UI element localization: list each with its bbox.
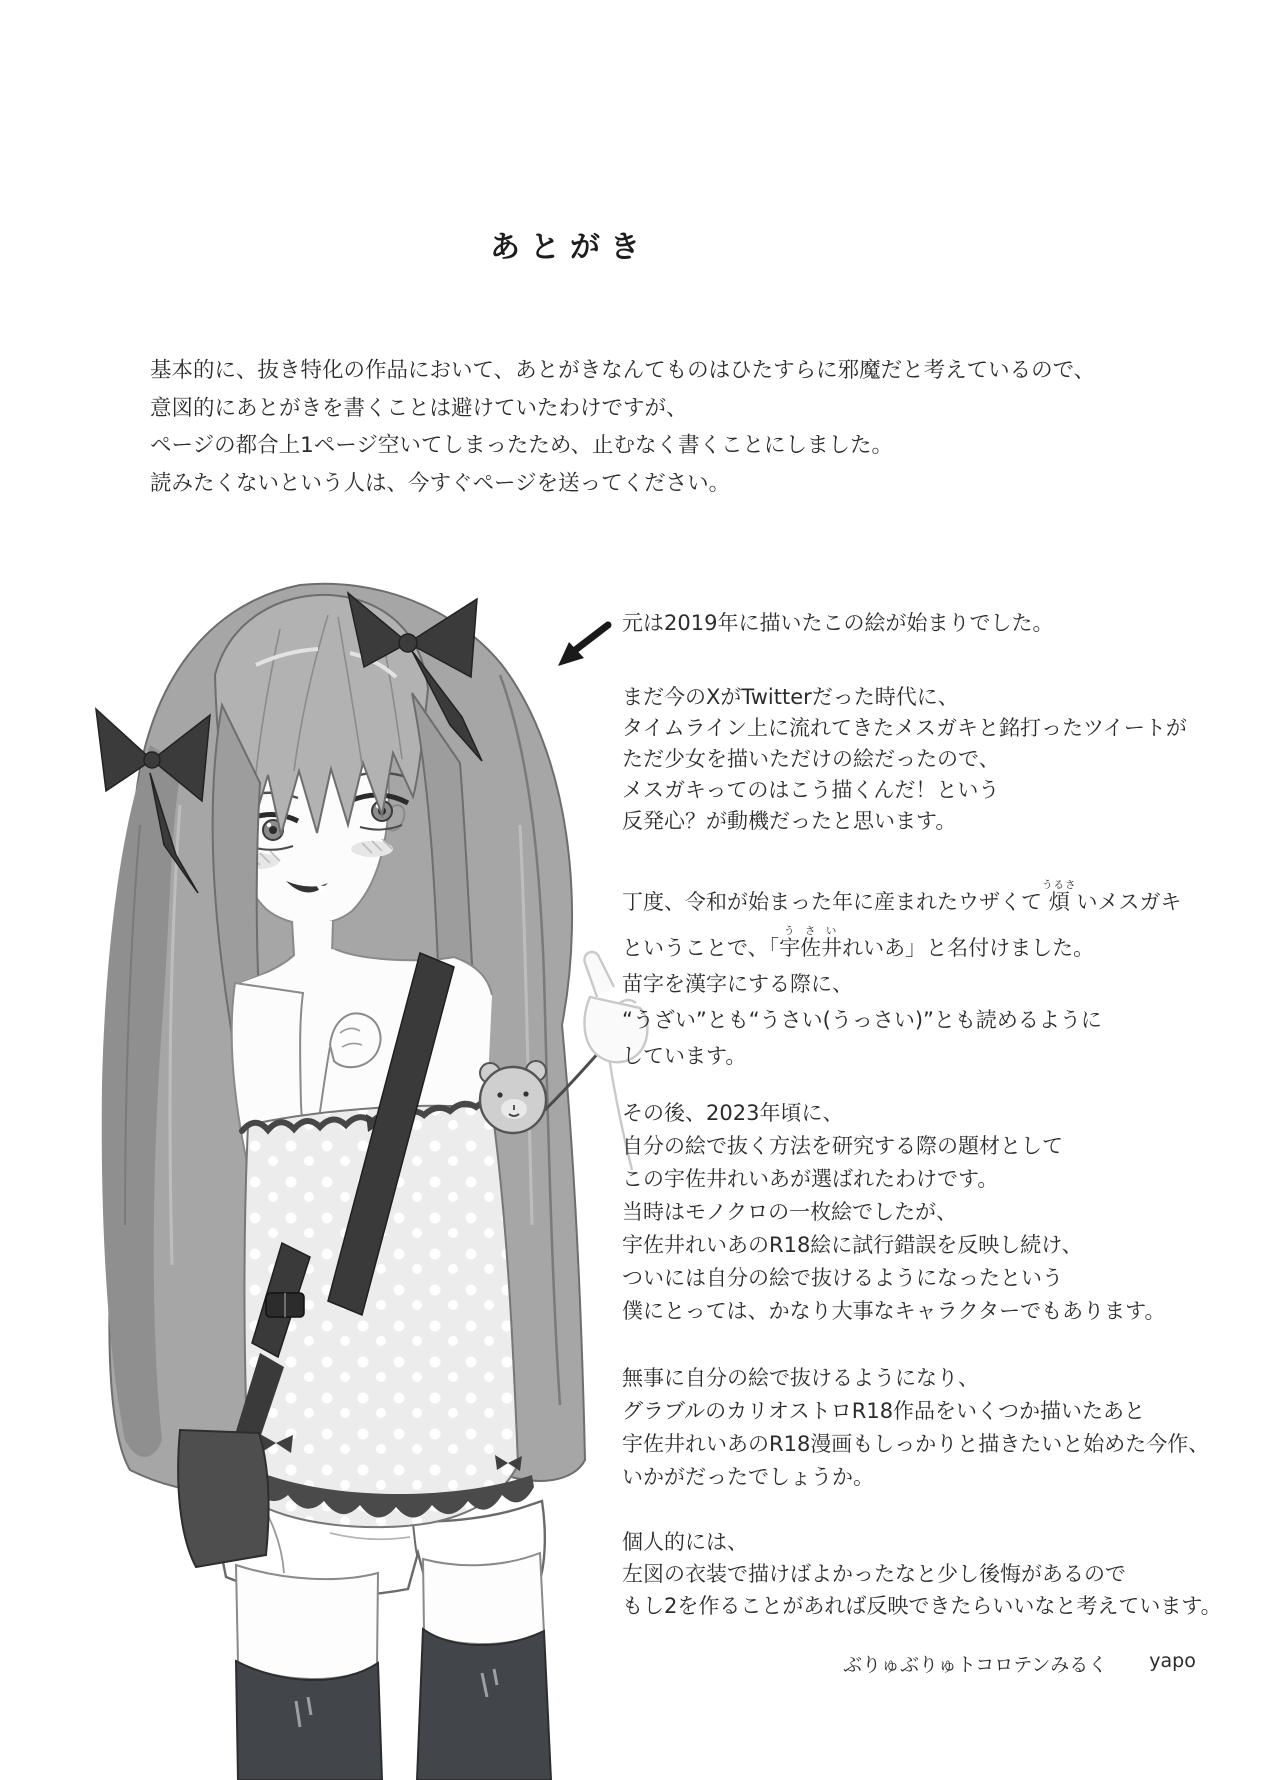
bear-charm bbox=[480, 1061, 546, 1133]
intro-line: ページの都合上1ページ空いてしまったため、止むなく書くことにしました。 bbox=[150, 433, 893, 458]
text-line: 個人的には、 bbox=[622, 1530, 748, 1554]
intro-paragraph bbox=[150, 352, 1095, 502]
text-line: 反発心？が動機だったと思います。 bbox=[622, 809, 957, 833]
text-line: 無事に自分の絵で抜けるようになり、 bbox=[622, 1366, 979, 1390]
origin-note bbox=[622, 608, 1053, 638]
intro-line: 基本的に、抜き特化の作品において、あとがきなんてものはひたすらに邪魔だと考えているので、 bbox=[150, 358, 1096, 383]
text-line: グラブルのカリオストロR18作品をいくつか描いたあと bbox=[622, 1399, 1146, 1423]
hip-bag bbox=[178, 1430, 268, 1567]
furigana: うるさ bbox=[1042, 879, 1077, 891]
artist-name: yapo bbox=[1149, 1650, 1196, 1672]
text-line: ただ少女を描いただけの絵だったので、 bbox=[622, 747, 1000, 771]
works-paragraph bbox=[622, 1362, 1209, 1494]
intro-line: 読みたくないという人は、今すぐページを送ってください。 bbox=[150, 470, 731, 496]
naming-paragraph bbox=[622, 872, 1182, 1072]
text-line: まだ今のXがTwitterだった時代に、 bbox=[622, 685, 959, 709]
text-line-with-furigana: ということで、「 宇佐井うさい れいあ」と名付けました。 bbox=[622, 925, 1095, 960]
text-line: メスガキってのはこう描くんだ！という bbox=[622, 778, 1000, 802]
text-line: この宇佐井れいあが選ばれたわけです。 bbox=[622, 1167, 999, 1191]
origin-line: 元は2019年に描いたこの絵が始まりでした。 bbox=[622, 611, 1054, 635]
text-line: 僕にとっては、かなり大事なキャラクターでもあります。 bbox=[622, 1299, 1166, 1323]
text-line: ついには自分の絵で抜けるようになったという bbox=[622, 1266, 1063, 1290]
intro-line: 意図的にあとがきを書くことは避けていたわけですが、 bbox=[150, 395, 688, 421]
text-line: もし2を作ることがあれば反映できたらいいなと考えています。 bbox=[622, 1594, 1222, 1618]
text-line-with-furigana: 丁度、令和が始まった年に産まれたウザくて 煩うるさ いメスガキ bbox=[622, 879, 1182, 914]
personal-paragraph bbox=[622, 1526, 1222, 1622]
furigana: うさい bbox=[779, 925, 843, 937]
text-line: 自分の絵で抜く方法を研究する際の題材として bbox=[622, 1134, 1063, 1158]
text-line: タイムライン上に流れてきたメスガキと銘打ったツイートが bbox=[622, 716, 1187, 740]
text-line: いかがだったでしょうか。 bbox=[622, 1465, 874, 1489]
credit-line bbox=[843, 1650, 1196, 1677]
circle-name: ぶりゅぶりゅトコロテンみるく bbox=[843, 1654, 1108, 1676]
text-line: 左図の衣装で描けばよかったなと少し後悔があるので bbox=[622, 1562, 1126, 1586]
research-paragraph bbox=[622, 1097, 1165, 1328]
twitter-paragraph bbox=[622, 682, 1187, 837]
text-line: その後、2023年頃に、 bbox=[622, 1101, 844, 1125]
text-line: 宇佐井れいあのR18絵に試行錯誤を反映し続け、 bbox=[622, 1233, 1083, 1257]
stocking-right bbox=[417, 1629, 551, 1780]
character-illustration bbox=[30, 525, 650, 1780]
text-line: しています。 bbox=[622, 1044, 747, 1068]
text-line: 当時はモノクロの一枚絵でしたが、 bbox=[622, 1200, 958, 1224]
text-line: 苗字を漢字にする際に、 bbox=[622, 972, 853, 996]
text-line: 宇佐井れいあのR18漫画もしっかりと描きたいと始めた今作、 bbox=[622, 1432, 1210, 1456]
page-title: あとがき bbox=[490, 230, 650, 265]
text-line: “うざい”とも“うさい(うっさい)”とも読めるように bbox=[622, 1008, 1102, 1032]
arrow-icon bbox=[554, 618, 616, 672]
